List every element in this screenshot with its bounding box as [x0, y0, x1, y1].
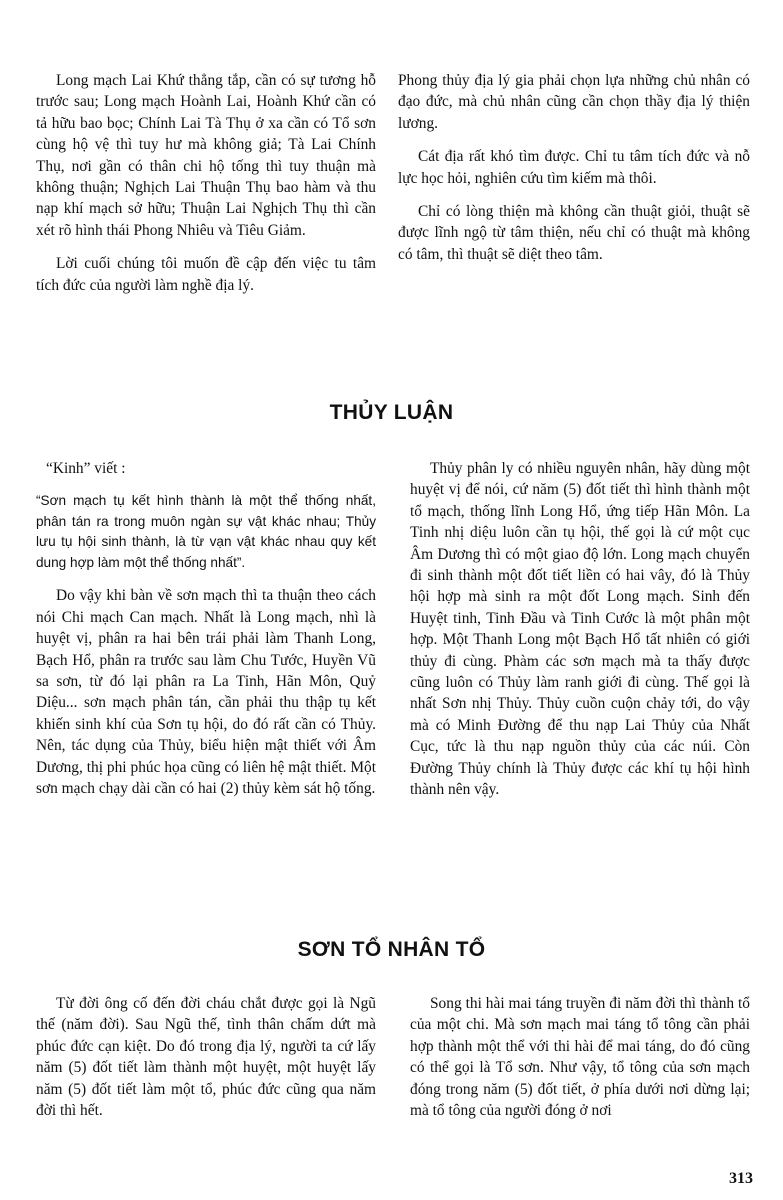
son-to-right-paragraph: Song thi hài mai táng truyền đi năm đời thì thành tổ của một chi. Mà sơn mạch mai táng tổ tông cần phải hợp thành một thể với thi hài để mai táng, do đó cũng có thể gọi là Tổ sơn. Như vậy, tổ tông của sơn mạch đóng trong năm (5) đốt tiết, ở phía dưới nơi dừng lại; mà tổ tông của người đóng ở nơi [410, 995, 750, 1120]
top-right-paragraph-3: Chỉ có lòng thiện mà không cần thuật giỏi, thuật sẽ được lĩnh ngộ từ tâm thiện, nếu chỉ có thuật mà không có tâm, thì thuật sẽ diệt theo tâm. [398, 203, 750, 263]
top-right-column [398, 70, 750, 265]
top-left-paragraph-1: Long mạch Lai Khứ thẳng tắp, cần có sự tương hỗ trước sau; Long mạch Hoành Lai, Hoành Khứ cần có tả hữu bao bọc; Chính Lai Tà Thụ ở xa cần có Tổ sơn cùng hộ vệ thì tuy hư mà không giả; Tà Lai Chính Thụ, nơi gần có thân chi hộ tống thì tuy thuận mà không thuận; Nghịch Lai Thuận Thụ bao hàm và thu nạp khí mạch sở hữu; Thuận Lai Nghịch Thụ thì cần xét rõ hình thái Phong Nhiêu và Tiêu Giảm. [36, 72, 376, 239]
top-left-paragraph-2: Lời cuối chúng tôi muốn đề cập đến việc tu tâm tích đức của người làm nghề địa lý. [36, 255, 376, 294]
top-right-paragraph-1: Phong thủy địa lý gia phải chọn lựa những chủ nhân có đạo đức, mà chủ nhân cũng cần chọn thầy địa lý thiện lương. [398, 72, 750, 132]
page-number: 313 [729, 1170, 753, 1187]
quote-intro: “Kinh” viết : [46, 460, 126, 477]
thuy-luan-right-column [410, 458, 750, 801]
top-left-column [36, 70, 376, 296]
son-to-right-column [410, 993, 750, 1121]
top-right-paragraph-2: Cát địa rất khó tìm được. Chỉ tu tâm tích đức và nỗ lực học hỏi, nghiên cứu tìm kiếm mà thôi. [398, 148, 750, 187]
thuy-luan-right-paragraph: Thủy phân ly có nhiều nguyên nhân, hãy dùng một huyệt vị để nói, cứ năm (5) đốt tiết thì hình thành một tổ mạch, thống lĩnh Long Hổ, ứng tiếp Hãn Môn. La Tinh nhị diệu luôn cần tụ hội, thế gọi là cứ một cục Âm Dương thì có một giao độ lớn. Long mạch chuyển đi sinh thành một đốt tiết liền có hai vây, đó là Thủy hội hợp mà sinh ra một đốt Long mạch. Sinh đến Huyệt tinh, Tinh Đầu và Tinh Cước là một phân một hợp. Một Thanh Long một Bạch Hổ tất nhiên có giới thủy đi cùng. Phàm các sơn mạch mà ta thấy được cũng luôn có Thủy làm ranh giới đi cùng. Thế gọi là nhất Sơn nhị Thủy. Thủy cuồn cuộn chảy tới, do vậy mà có Minh Đường để thu nạp Lai Thủy của Nhất Cục, tức là thu nạp nguồn thủy của các núi. Còn Đường Thủy chính là Thủy được các khí tụ hội hình thành nên vậy. [410, 460, 750, 799]
heading-thuy-luan: THỦY LUẬN [329, 401, 454, 424]
scripture-quote: “Sơn mạch tụ kết hình thành là một thể thống nhất, phân tán ra trong muôn ngàn sự vật khác nhau; Thủy lưu tụ hội sinh thành, là từ vạn vật khác nhau quy kết dung hợp làm một thể thống nhất”. [36, 493, 376, 570]
thuy-luan-left-column [36, 458, 376, 799]
son-to-left-column [36, 993, 376, 1121]
heading-son-to-nhan-to: SƠN TỔ NHÂN TỔ [297, 938, 486, 961]
son-to-left-paragraph: Từ đời ông cố đến đời cháu chắt được gọi là Ngũ thế (năm đời). Sau Ngũ thế, tình thân chấm dứt mà phúc đức cạn kiệt. Do đó trong địa lý, người ta cứ lấy năm (5) đốt tiết làm thành một huyệt, một huyệt lấy năm (5) đốt tiết làm một tổ, phúc đức cũng qua năm đời thì hết. [36, 995, 376, 1120]
thuy-luan-left-paragraph: Do vậy khi bàn về sơn mạch thì ta thuận theo cách nói Chi mạch Can mạch. Nhất là Long mạch, nhì là huyệt vị, phân ra hai bên trái phải làm Thanh Long, Bạch Hổ, phân ra trước sau làm Chu Tước, Huyền Vũ sa sơn, từ đó lại phân ra La Tinh, Hãn Môn, Quỷ Diệu... sơn mạch phân tán, cần phải thu thập tụ kết khiến sinh khí của Sơn tụ hội, do đó rất cần có Thủy. Nên, tác dụng của Thủy, biểu hiện mật thiết với Âm Dương, thị phi phúc họa cũng có liên hệ mật thiết. Một sơn mạch chạy dài cần có hai (2) thủy kèm sát hộ tống. [36, 587, 376, 798]
